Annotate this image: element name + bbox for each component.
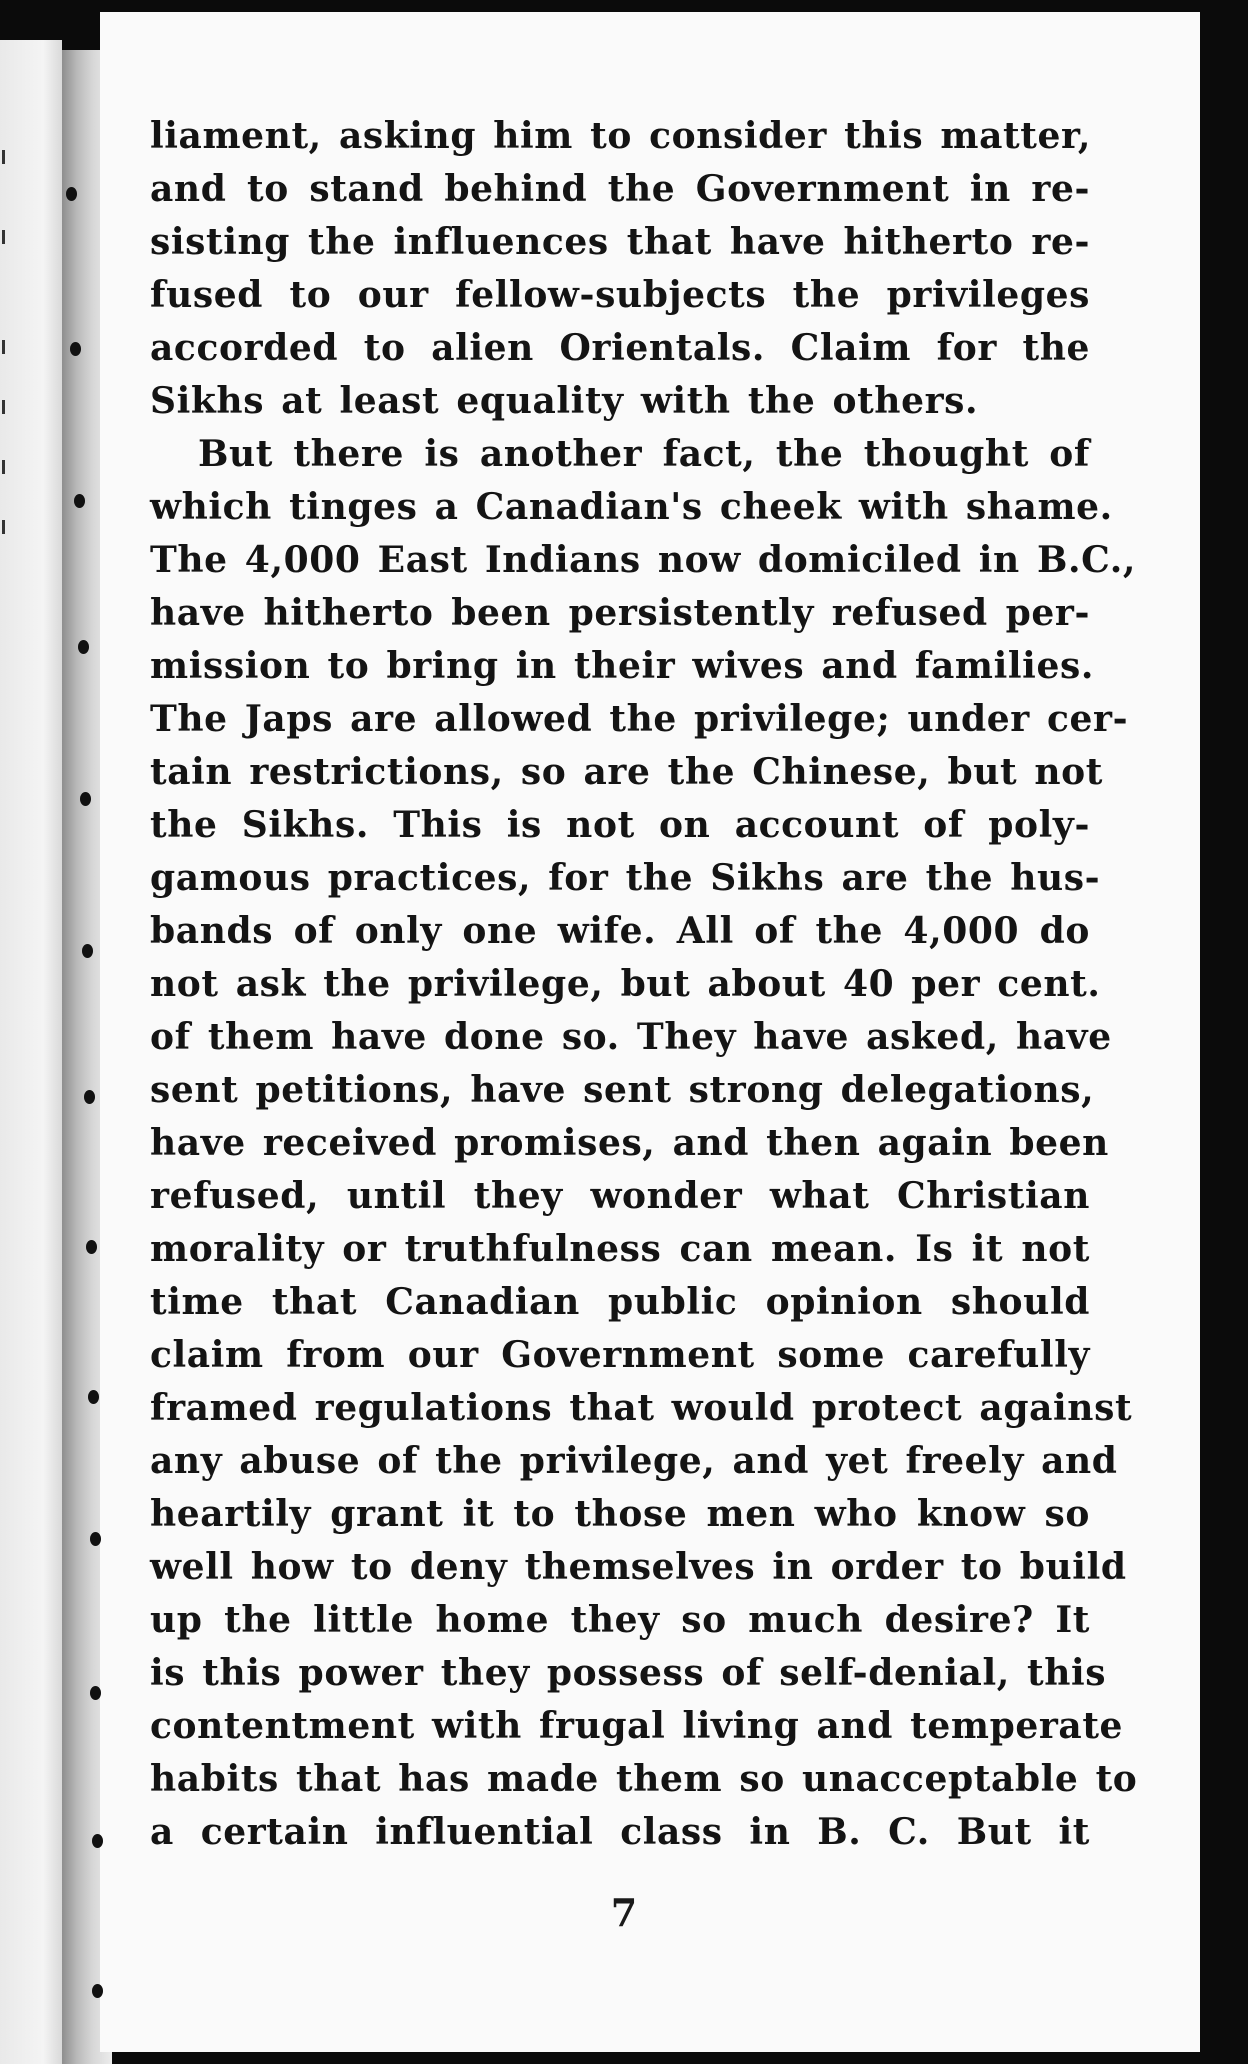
- text-line: time that Canadian public opinion should: [150, 1281, 1090, 1323]
- text-line: up the little home they so much desire? It: [150, 1599, 1090, 1641]
- binding-hole-icon: [92, 1984, 103, 1998]
- text-line: heartily grant it to those men who know so: [150, 1493, 1090, 1535]
- text-line: and to stand behind the Government in re-: [150, 168, 1090, 210]
- page-number: 7: [610, 1890, 638, 1935]
- edge-mark: [2, 520, 5, 534]
- text-line: the Sikhs. This is not on account of poly-: [150, 804, 1090, 846]
- binding-hole-icon: [74, 494, 85, 508]
- binding-hole-icon: [78, 640, 89, 654]
- edge-mark: [2, 340, 5, 354]
- binding-hole-icon: [66, 187, 77, 201]
- body-text: [150, 110, 1138, 1859]
- text-line: contentment with frugal living and temperate: [150, 1705, 1124, 1747]
- binding-hole-icon: [80, 792, 91, 806]
- text-line: have received promises, and then again been: [150, 1122, 1109, 1164]
- binding-hole-icon: [84, 1090, 95, 1104]
- text-line: which tinges a Canadian's cheek with shame.: [150, 486, 1113, 528]
- binding-hole-icon: [88, 1390, 99, 1404]
- edge-mark: [2, 400, 5, 414]
- binding-hole-icon: [90, 1532, 101, 1546]
- text-line: bands of only one wife. All of the 4,000 do: [150, 910, 1090, 952]
- text-line: well how to deny themselves in order to build: [150, 1546, 1127, 1588]
- text-line: habits that has made them so unacceptable to: [150, 1758, 1138, 1800]
- edge-mark: [2, 230, 5, 244]
- text-line: mission to bring in their wives and families.: [150, 645, 1094, 687]
- text-line: morality or truthfulness can mean. Is it not: [150, 1228, 1090, 1270]
- text-line: claim from our Government some carefully: [150, 1334, 1090, 1376]
- text-line: sent petitions, have sent strong delegations,: [150, 1069, 1095, 1111]
- text-line: accorded to alien Orientals. Claim for the: [150, 327, 1090, 369]
- text-line: liament, asking him to consider this matter,: [150, 115, 1092, 157]
- text-line: a certain influential class in B. C. But it: [150, 1811, 1090, 1853]
- text-line: is this power they possess of self-denial, this: [150, 1652, 1107, 1694]
- text-line: any abuse of the privilege, and yet freely and: [150, 1440, 1118, 1482]
- text-line: The Japs are allowed the privilege; under cer-: [150, 698, 1129, 740]
- text-line: have hitherto been persistently refused per-: [150, 592, 1090, 634]
- binding-hole-icon: [86, 1240, 97, 1254]
- binding-hole-icon: [92, 1834, 103, 1848]
- text-line: gamous practices, for the Sikhs are the hus-: [150, 857, 1101, 899]
- text-line: tain restrictions, so are the Chinese, but not: [150, 751, 1104, 793]
- paragraph-start-line: But there is another fact, the thought of: [198, 433, 1090, 475]
- text-line: refused, until they wonder what Christian: [150, 1175, 1090, 1217]
- text-line: framed regulations that would protect against: [150, 1387, 1133, 1429]
- text-line: sisting the influences that have hitherto re-: [150, 221, 1090, 263]
- text-line: not ask the privilege, but about 40 per cent.: [150, 963, 1101, 1005]
- text-line: The 4,000 East Indians now domiciled in B.C.,: [150, 539, 1136, 581]
- previous-page-edge: [0, 40, 62, 2064]
- binding-hole-icon: [90, 1686, 101, 1700]
- binding-hole-icon: [70, 342, 81, 356]
- edge-mark: [2, 460, 5, 474]
- text-line: of them have done so. They have asked, have: [150, 1016, 1112, 1058]
- text-line: Sikhs at least equality with the others.: [150, 380, 979, 422]
- text-line: fused to our fellow-subjects the privileges: [150, 274, 1090, 316]
- binding-hole-icon: [82, 944, 93, 958]
- edge-mark: [2, 150, 5, 164]
